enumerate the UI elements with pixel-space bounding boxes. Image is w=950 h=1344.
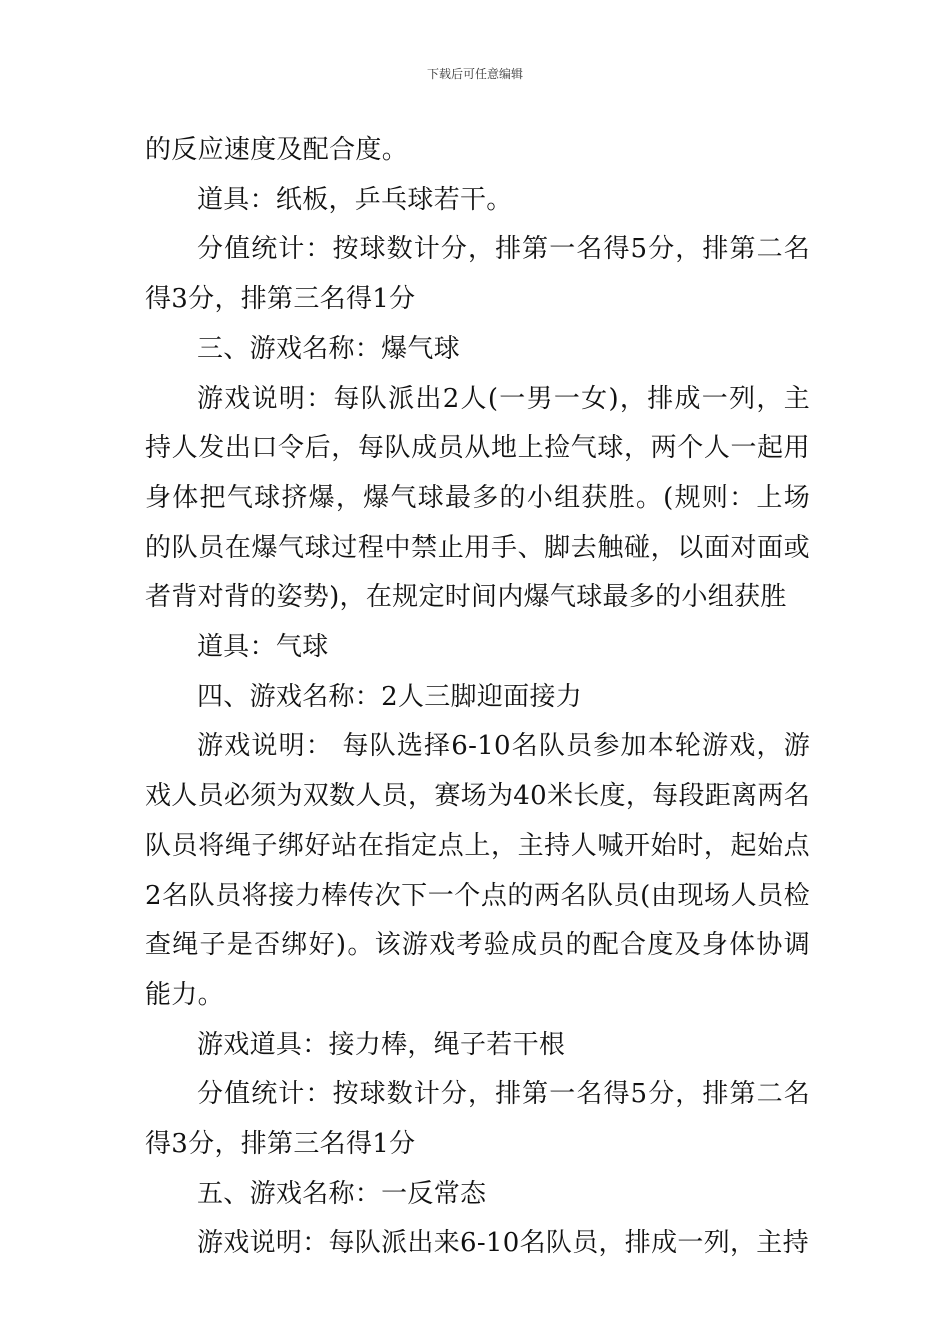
paragraph-scoring-1: 分值统计：按球数计分，排第一名得5分，排第二名得3分，排第三名得1分: [145, 234, 810, 315]
paragraph-description-4: 游戏说明： 每队选择6-10名队员参加本轮游戏，游戏人员必须为双数人员，赛场为40米长度，每段距离两名队员将绳子绑好站在指定点上，主持人喊开始时，起始点2名队员将接力棒传次下一个点的两名队员(由现场人员检查绳子是否绑好)。该游戏考验成员的配合度及身体协调能力。: [145, 731, 810, 1010]
document-body: [145, 126, 810, 1269]
paragraph-description-5: 游戏说明：每队派出来6-10名队员，排成一列，主持: [197, 1228, 809, 1259]
section-heading-3: 三、游戏名称：爆气球: [197, 333, 461, 364]
section-heading-4: 四、游戏名称：2人三脚迎面接力: [197, 681, 583, 712]
section-heading-5: 五、游戏名称：一反常态: [197, 1178, 487, 1209]
paragraph-props-1: 道具：纸板，乒乓球若干。: [197, 184, 513, 215]
paragraph-scoring-4: 分值统计：按球数计分，排第一名得5分，排第二名得3分，排第三名得1分: [145, 1079, 810, 1160]
paragraph-description-3: 游戏说明：每队派出2人(一男一女)，排成一列，主持人发出口令后，每队成员从地上捡气球，两个人一起用身体把气球挤爆，爆气球最多的小组获胜。(规则：上场的队员在爆气球过程中禁止用手、脚去触碰，以面对面或者背对背的姿势)，在规定时间内爆气球最多的小组获胜: [145, 383, 810, 613]
paragraph-continuation: 的反应速度及配合度。: [145, 135, 409, 165]
page-header: 下载后可任意编辑: [426, 67, 523, 81]
paragraph-props-3: 道具：气球: [197, 632, 329, 663]
paragraph-props-4: 游戏道具：接力棒，绳子若干根: [197, 1029, 566, 1060]
